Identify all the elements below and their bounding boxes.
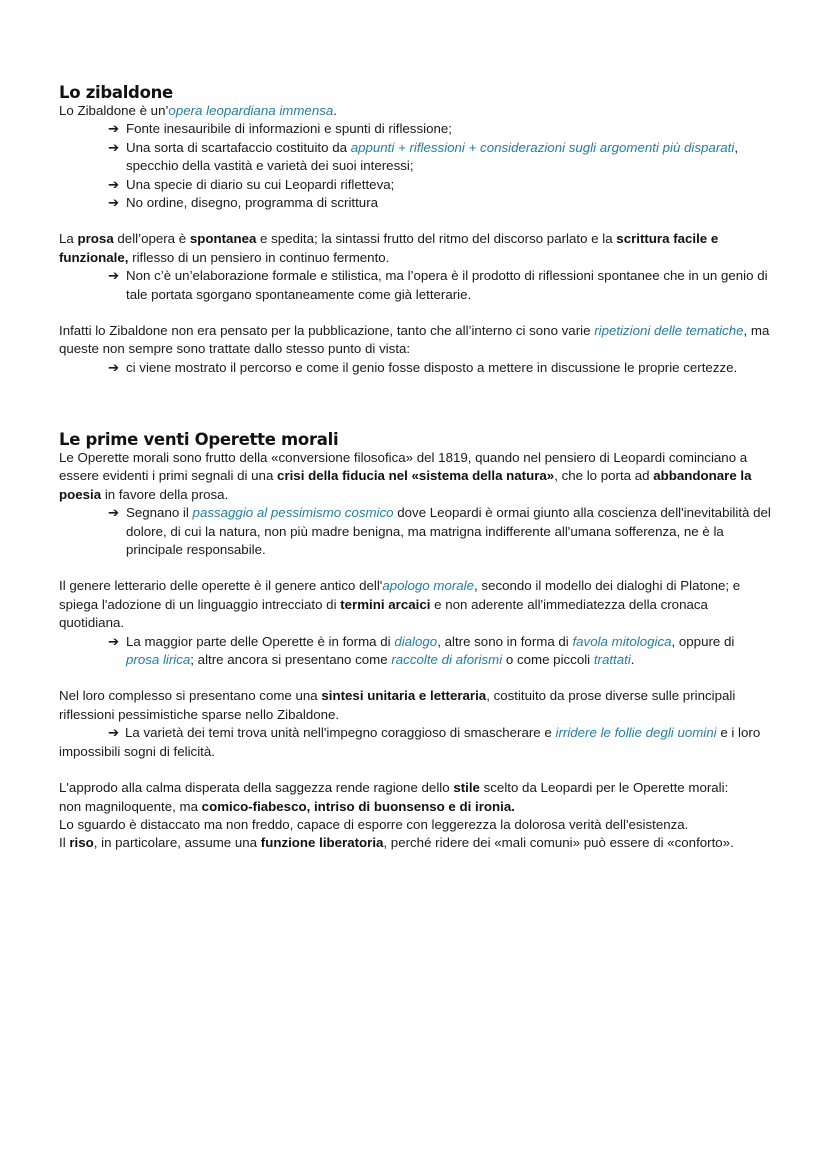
list-item: ➔ Una sorta di scartafaccio costituito da appunti + riflessioni + considerazioni sugli argomenti più disparati, specchio della vastità e varietà dei suoi interessi; [108, 139, 739, 174]
paragraph: Le Operette morali sono frutto della «conversione filosofica» del 1819, quando nel pensiero di Leopardi cominciano a essere evidenti i primi segnali di una crisi della fiducia nel «sistema della natura», che lo porta ad abbandonare la poesia in favore della prosa. [59, 450, 752, 502]
section-title: Lo zibaldone [59, 83, 173, 102]
paragraph: non magniloquente, ma comico-fiabesco, intriso di buonsenso e di ironia. [59, 798, 515, 814]
arrow-icon: ➔ [108, 359, 120, 375]
list-item: ➔ ci viene mostrato il percorso e come il genio fosse disposto a mettere in discussione le proprie certezze. [59, 359, 771, 377]
highlight: opera leopardiana immensa [168, 103, 334, 118]
highlight: prosa lirica [126, 652, 191, 668]
list-item: ➔ Non c’è un’elaborazione formale e stilistica, ma l’opera è il prodotto di riflessioni spontanee che in un genio di tale portata sgorgano spontaneamente come già letterarie. [108, 268, 768, 302]
arrow-icon: ➔ [108, 725, 120, 741]
paragraph: Lo Zibaldone è un’opera leopardiana immensa. [59, 103, 337, 118]
bullet-list [59, 504, 771, 559]
section-operette [59, 430, 771, 853]
arrow-icon: ➔ [108, 195, 120, 211]
arrow-icon: ➔ [108, 121, 120, 137]
highlight: ripetizioni delle tematiche [594, 323, 744, 339]
highlight: appunti + riflessioni + considerazioni sugli argomenti più disparati [350, 139, 735, 155]
highlight: passaggio al pessimismo cosmico [192, 505, 394, 521]
paragraph: ➔ La varietà dei temi trova unità nell'impegno coraggioso di smascherare e irridere le follie degli uomini e i loro impossibili sogni di felicità. [59, 725, 761, 759]
highlight: trattati [593, 652, 631, 668]
paragraph: Infatti lo Zibaldone non era pensato per la pubblicazione, tanto che all’interno ci sono varie ripetizioni delle tematiche, ma queste non sempre sono trattate dallo stesso punto di vista: [59, 323, 770, 357]
arrow-icon: ➔ [108, 505, 120, 521]
bullet-list [59, 267, 771, 304]
list-item: ➔ Una specie di diario su cui Leopardi rifletteva; [59, 176, 771, 194]
highlight: dialogo [394, 633, 438, 649]
paragraph: La prosa dell’opera è spontanea e spedita; la sintassi frutto del ritmo del discorso parlato e la scrittura facile e funzionale, riflesso di un pensiero in continuo fermento. [59, 231, 719, 265]
highlight: apologo morale [382, 578, 475, 594]
list-item: ➔ La maggior parte delle Operette è in forma di dialogo, altre sono in forma di favola mitologica, oppure di prosa lirica; altre ancora si presentano come raccolte di aforismi o come piccoli trattati. [108, 633, 735, 668]
bullet-list [59, 633, 771, 670]
paragraph: Lo sguardo è distaccato ma non freddo, capace di esporre con leggerezza la dolorosa verità dell'esistenza. [59, 816, 689, 832]
bullet-list [59, 120, 771, 212]
section-title: Le prime venti Operette morali [59, 430, 339, 449]
arrow-icon: ➔ [108, 139, 120, 155]
arrow-icon: ➔ [108, 268, 120, 284]
arrow-icon: ➔ [108, 633, 120, 649]
paragraph: Nel loro complesso si presentano come una sintesi unitaria e letteraria, costituito da prose diverse sulle principali riflessioni pessimistiche sparse nello Zibaldone. [59, 688, 736, 722]
list-item: ➔ Fonte inesauribile di informazioni e spunti di riflessione; [59, 120, 771, 138]
highlight: favola mitologica [572, 633, 672, 649]
highlight: irridere le follie degli uomini [555, 725, 717, 741]
arrow-icon: ➔ [108, 176, 120, 192]
highlight: raccolte di aforismi [391, 652, 503, 668]
paragraph: L'approdo alla calma disperata della saggezza rende ragione dello stile scelto da Leopardi per le Operette morali: [59, 780, 729, 796]
paragraph: Il riso, in particolare, assume una funzione liberatoria, perché ridere dei «mali comuni» può essere di «conforto». [59, 835, 734, 851]
list-item: ➔ Segnano il passaggio al pessimismo cosmico dove Leopardi è ormai giunto alla coscienza dell'inevitabilità del dolore, di cui la natura, non più madre benigna, ma matrigna indifferente all'umana sofferenza, ne è la principale responsabile. [108, 505, 771, 558]
bullet-list [59, 359, 771, 377]
list-item: ➔ No ordine, disegno, programma di scrittura [59, 194, 771, 212]
section-zibaldone [59, 83, 771, 377]
paragraph: Il genere letterario delle operette è il genere antico dell'apologo morale, secondo il modello dei dialoghi di Platone; e spiega l'adozione di un linguaggio intrecciato di termini arcaici e non aderente all'immediatezza della cronaca quotidiana. [59, 578, 741, 631]
